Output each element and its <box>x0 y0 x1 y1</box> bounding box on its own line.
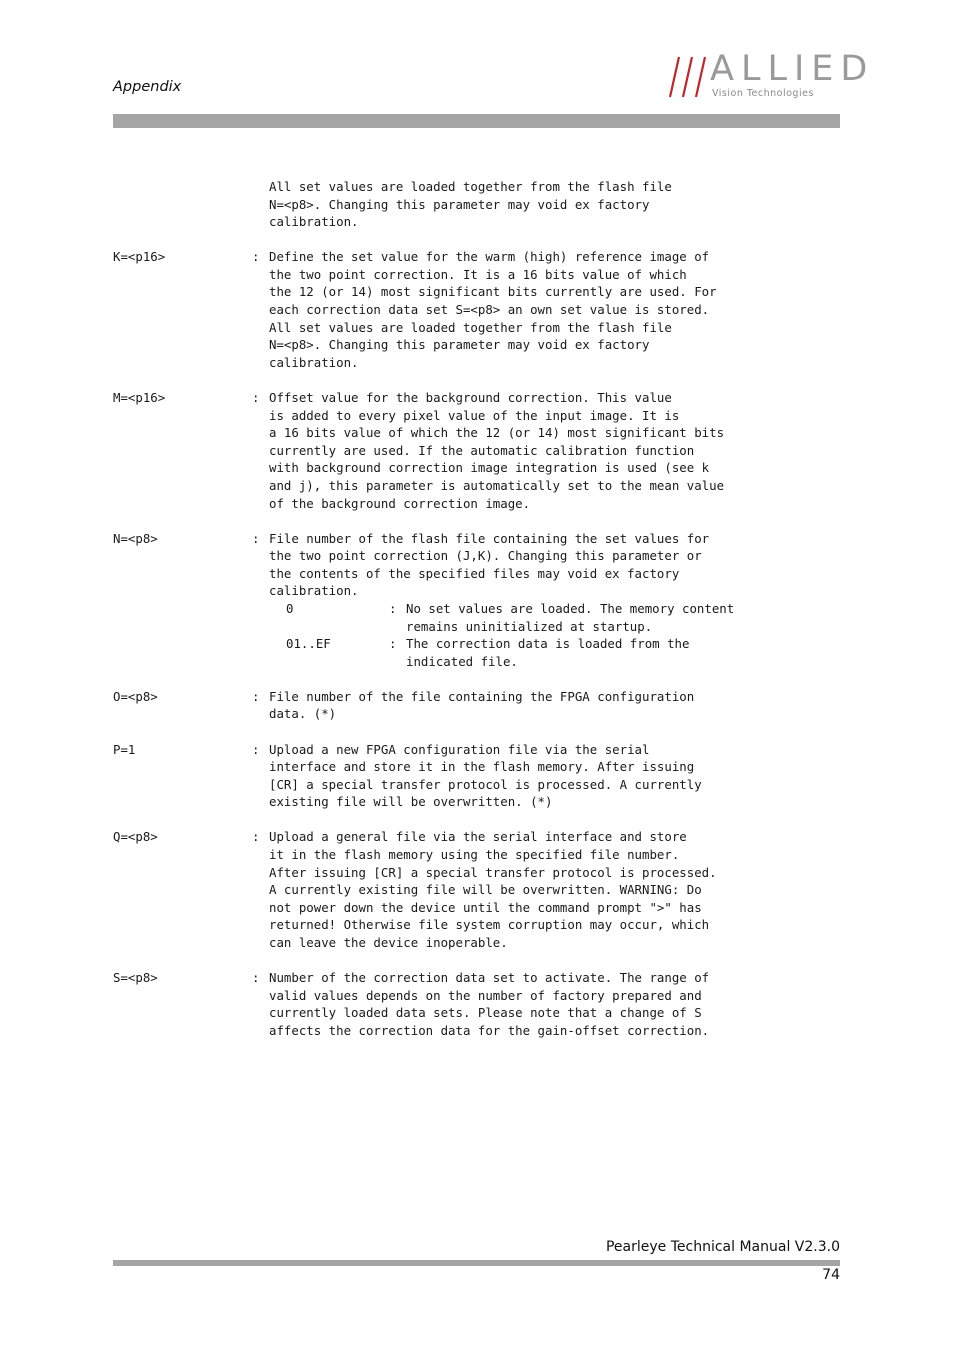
parameter-entry <box>113 530 840 671</box>
parameter-description <box>269 248 840 371</box>
parameter-description <box>269 969 840 1039</box>
description-line: Upload a general file via the serial interface and store <box>269 829 687 845</box>
page-number: 74 <box>822 1267 840 1283</box>
option-item <box>286 600 840 635</box>
parameter-entry <box>113 741 840 811</box>
description-line: A currently existing file will be overwritten. WARNING: Do <box>269 882 702 898</box>
parameter-name: Q=<p8> <box>113 829 158 845</box>
description-line: currently are used. If the automatic calibration function <box>269 442 695 458</box>
parameter-entry <box>113 828 840 951</box>
description-line: File number of the file containing the FPGA configuration <box>269 688 695 704</box>
description-line: can leave the device inoperable. <box>269 934 508 950</box>
parameter-list <box>113 178 840 1057</box>
description-line: the two point correction. It is a 16 bits value of which <box>269 266 687 282</box>
logo-tagline: Vision Technologies <box>712 88 814 99</box>
description-line: calibration. <box>269 583 359 599</box>
parameter-name: S=<p8> <box>113 970 158 986</box>
parameter-entry <box>113 969 840 1039</box>
description-line: currently loaded data sets. Please note that a change of S <box>269 1005 702 1021</box>
description-line: remains uninitialized at startup. <box>406 618 653 634</box>
description-line: existing file will be overwritten. (*) <box>269 794 553 810</box>
description-line: After issuing [CR] a special transfer protocol is processed. <box>269 864 717 880</box>
section-title: Appendix <box>113 79 182 95</box>
description-line: Define the set value for the warm (high) reference image of <box>269 249 710 265</box>
description-line: of the background correction image. <box>269 495 531 511</box>
manual-title: Pearleye Technical Manual V2.3.0 <box>605 1239 840 1255</box>
separator: : <box>252 970 260 986</box>
option-value: 0 <box>286 600 294 616</box>
separator: : <box>252 389 260 405</box>
description-line: the contents of the specified files may void ex factory <box>269 565 680 581</box>
company-logo <box>668 49 875 102</box>
description-line: indicated file. <box>406 653 518 669</box>
description-line: N=<p8>. Changing this parameter may void ex factory <box>269 337 650 353</box>
description-line: All set values are loaded together from the flash file <box>269 179 672 194</box>
description-line: a 16 bits value of which the 12 (or 14) most significant bits <box>269 425 725 441</box>
separator: : <box>252 249 260 265</box>
parameter-entry <box>113 688 840 723</box>
parameter-name: N=<p8> <box>113 530 158 546</box>
separator: : <box>252 741 260 757</box>
description-line: returned! Otherwise file system corruption may occur, which <box>269 917 710 933</box>
parameter-name: O=<p8> <box>113 688 158 704</box>
logo-wordmark: ALLIED <box>710 49 875 89</box>
description-line: and j), this parameter is automatically set to the mean value <box>269 477 725 493</box>
logo-slashes-icon <box>668 54 710 98</box>
separator: : <box>252 829 260 845</box>
option-description <box>406 635 840 670</box>
separator: : <box>252 688 260 704</box>
separator: : <box>389 600 397 616</box>
option-list <box>286 600 840 670</box>
description-line: is added to every pixel value of the input image. It is <box>269 407 680 423</box>
description-line: it in the flash memory using the specified file number. <box>269 847 680 862</box>
description-line: interface and store it in the flash memory. After issuing <box>269 759 695 775</box>
parameter-name: P=1 <box>113 741 136 757</box>
description-line: Number of the correction data set to activate. The range of <box>269 970 710 986</box>
parameter-entry <box>113 248 840 371</box>
description-line: N=<p8>. Changing this parameter may void ex factory <box>269 196 650 212</box>
description-line: All set values are loaded together from the flash file <box>269 319 672 335</box>
description-line: with background correction image integration is used (see k <box>269 460 710 476</box>
parameter-description <box>269 389 840 512</box>
description-line: the two point correction (J,K). Changing this parameter or <box>269 548 702 564</box>
separator: : <box>389 636 397 652</box>
description-line: The correction data is loaded from the <box>406 636 690 652</box>
header-divider <box>113 114 840 128</box>
parameter-description <box>269 741 840 811</box>
description-line: calibration. <box>269 214 359 230</box>
footer-divider <box>113 1260 840 1266</box>
parameter-description <box>269 828 840 951</box>
parameter-name: K=<p16> <box>113 249 166 265</box>
description-line: the 12 (or 14) most significant bits currently are used. For <box>269 284 717 300</box>
parameter-name: M=<p16> <box>113 389 166 405</box>
option-item <box>286 635 840 670</box>
intro-description <box>269 178 840 231</box>
description-line: File number of the flash file containing the set values for <box>269 530 710 546</box>
parameter-entry <box>113 389 840 512</box>
description-line: affects the correction data for the gain-offset correction. <box>269 1022 710 1038</box>
separator: : <box>252 530 260 546</box>
option-description <box>406 600 840 635</box>
description-line: valid values depends on the number of factory prepared and <box>269 987 702 1003</box>
description-line: each correction data set S=<p8> an own set value is stored. <box>269 302 710 318</box>
description-line: not power down the device until the command prompt ">" has <box>269 899 702 915</box>
description-line: data. (*) <box>269 706 337 722</box>
parameter-description <box>269 688 840 723</box>
description-line: Offset value for the background correction. This value <box>269 389 672 405</box>
parameter-description <box>269 530 840 671</box>
description-line: calibration. <box>269 354 359 370</box>
intro-continuation <box>113 178 840 231</box>
description-line: Upload a new FPGA configuration file via the serial <box>269 741 650 757</box>
option-value: 01..EF <box>286 636 331 652</box>
description-line: No set values are loaded. The memory content <box>406 600 735 616</box>
description-line: [CR] a special transfer protocol is processed. A currently <box>269 776 702 792</box>
